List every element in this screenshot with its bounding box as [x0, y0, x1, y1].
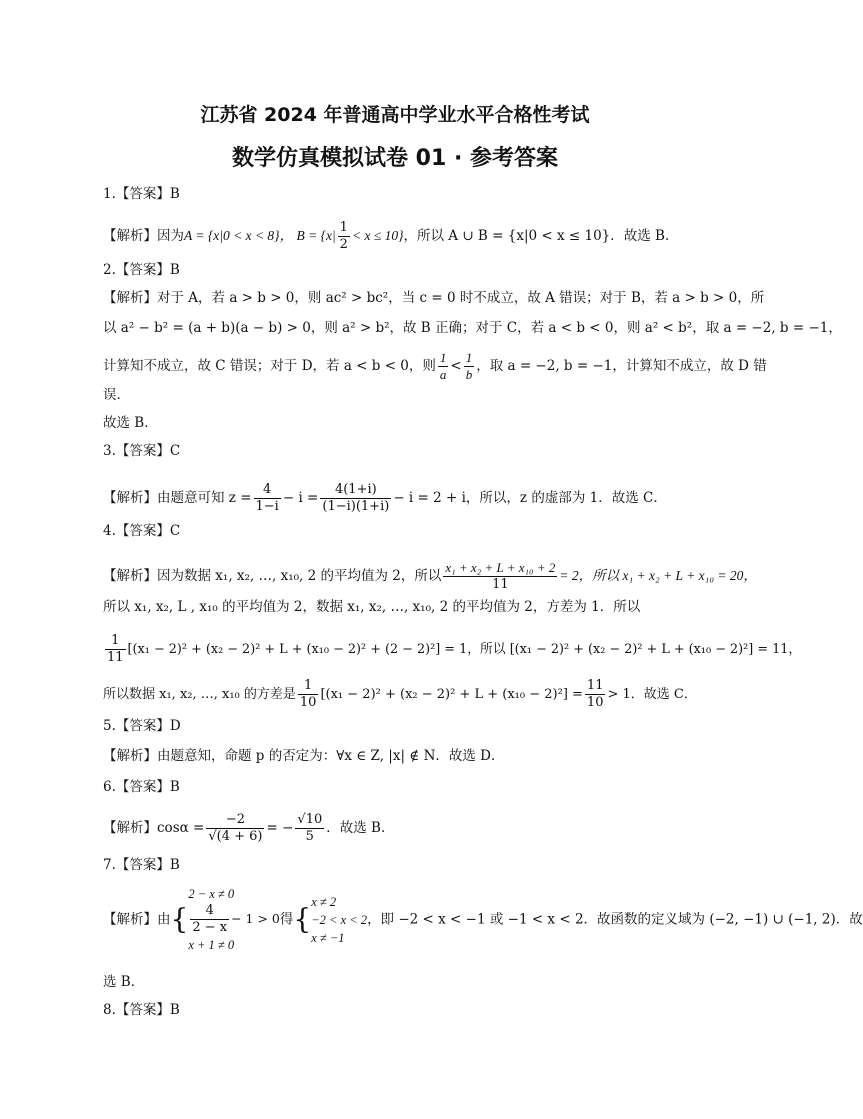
fraction: $\frac{1}{2}$ [339, 220, 348, 252]
q2-line3: 计算知不成立，故 C 错误；对于 D，若 a < b < 0，则 $\frac{1}{a}$ < $\frac{1}{b}$ ，取 a = −2, b = −1，计算知不成立，故 D 错 [103, 350, 767, 382]
q4-line3: $\frac{1}{11}$ [(x₁ − 2)² + (x₂ − 2)² + L + (x₁₀ − 2)² + (2 − 2)²] = 1，所以 [(x₁ − 2)² + (x₂ − 2)² + L + (x₁₀ − 2)²] = 11， [107, 633, 802, 665]
q2-answer: 2.【答案】B [103, 262, 180, 278]
q4-answer: 4.【答案】C [103, 523, 181, 539]
q5-answer: 5.【答案】D [103, 718, 181, 734]
q7-answer: 7.【答案】B [103, 857, 180, 873]
q8-answer: 8.【答案】B [103, 1002, 180, 1018]
equation-system-2: x ≠ 2 −2 < x < 2 x ≠ −1 [311, 894, 368, 945]
q4-line2: 所以 x₁, x₂, L , x₁₀ 的平均值为 2，数据 x₁, x₂, …, x₁₀, 2 的平均值为 2，方差为 1．所以 [103, 599, 641, 615]
q6-answer: 6.【答案】B [103, 779, 180, 795]
q2-line4: 误． [103, 387, 130, 403]
q4-line1: 【解析】因为数据 x₁, x₂, …, x₁₀, 2 的平均值为 2，所以 $\frac{\text{x₁ + x₂ + L + x₁₀ + 2}}{11}$ = 2，所以 x₁ + x₂ + L + x₁₀ = 20， [103, 560, 757, 592]
q4-line4: 所以数据 x₁, x₂, …, x₁₀ 的方差是 $\frac{1}{10}$ [(x₁ − 2)² + (x₂ − 2)² + L + (x₁₀ − 2)²] = $\frac{11}{10}$ > 1．故选 C． [103, 678, 697, 710]
q2-line5: 故选 B． [103, 415, 158, 431]
q3-answer: 3.【答案】C [103, 443, 181, 459]
q7-explanation: 【解析】由{ 2 − x ≠ 0 $\frac{4}{2 - x}$ − 1 > 0 x + 1 ≠ 0 得{ x ≠ 2 −2 < x < 2 x ≠ −1 ，即 −2 < x < −1 或 −1 < x < 2．故函数的定义域为 (−2, −1) ∪ (−1, 2)．故 [103, 887, 863, 952]
q2-line2: 以 a² − b² = (a + b)(a − b) > 0，则 a² > b²，故 B 正确；对于 C，若 a < b < 0，则 a² < b²，取 a = −2, b = −1， [103, 320, 842, 336]
q7-line2: 选 B． [103, 974, 145, 990]
document-title-line1: 江苏省 2024 年普通高中学业水平合格性考试 [200, 104, 590, 126]
q1-explanation: 【解析】因为A = {x|0 < x < 8}， B = {x| $\frac{1}{2}$ < x ≤ 10}，所以 A ∪ B = {x|0 < x ≤ 10}．故选 B． [103, 220, 679, 252]
equation-system-1: 2 − x ≠ 0 $\frac{4}{2 - x}$ − 1 > 0 x + 1 ≠ 0 [188, 887, 280, 952]
q6-explanation: 【解析】cosα = $\frac{-2}{√(4 + 6)}$ = − $\frac{√10}{5}$ ．故选 B． [103, 812, 395, 844]
q5-explanation: 【解析】由题意知，命题 p 的否定为：∀x ∈ Z, |x| ∉ N．故选 D． [103, 748, 505, 764]
q2-line1: 【解析】对于 A，若 a > b > 0，则 ac² > bc²，当 c = 0 时不成立，故 A 错误；对于 B，若 a > b > 0，所 [103, 290, 765, 306]
document-title-line2: 数学仿真模拟试卷 01 · 参考答案 [232, 146, 558, 171]
q1-answer: 1.【答案】B [103, 186, 180, 202]
q3-explanation: 【解析】由题意可知 z = $\frac{4}{1-i}$ − i = $\frac{4(1+i)}{(1-i)(1+i)}$ − i = 2 + i，所以，z 的虚部为 1．故选 C． [103, 482, 667, 514]
